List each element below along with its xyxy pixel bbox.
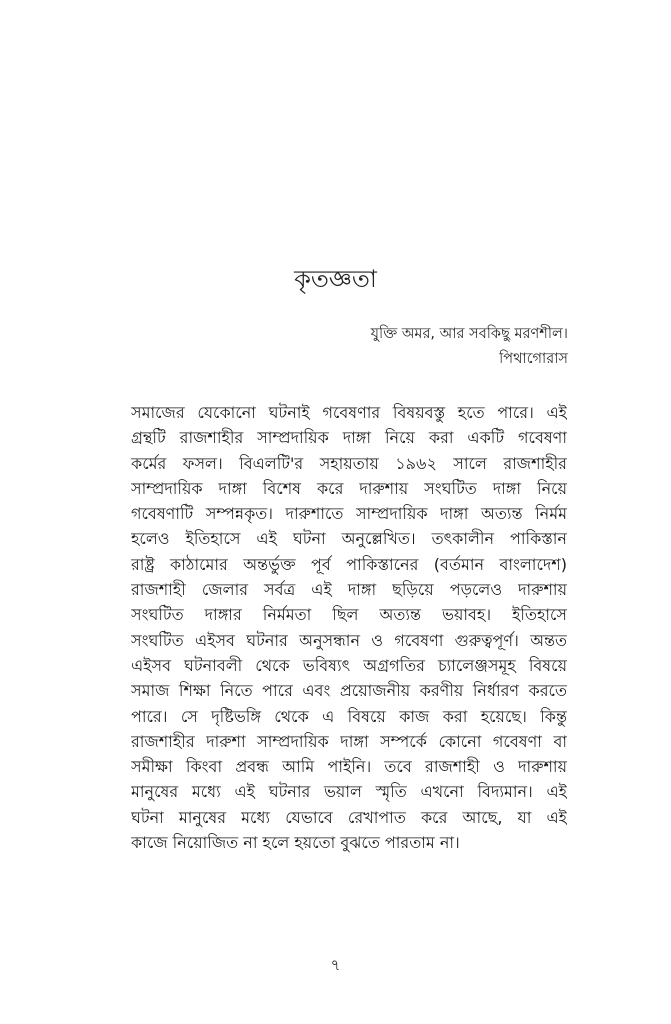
page-number: ৭ [330, 956, 341, 974]
epigraph-quote: যুক্তি অমর, আর সবকিছু মরণশীল। [370, 326, 568, 342]
body-paragraph [131, 400, 567, 855]
body-line: কাজে নিয়োজিত না হলে হয়তো বুঝতে পারতাম না। [131, 833, 460, 853]
body-line: গবেষণাটি সম্পন্নকৃত। দারুশাতে সাম্প্রদায়িক দাঙ্গা অত্যন্ত নির্মম [131, 504, 567, 524]
epigraph-author: পিথাগোরাস [499, 351, 568, 367]
body-line: গ্রন্থটি রাজশাহীর সাম্প্রদায়িক দাঙ্গা নিয়ে করা একটি গবেষণা [131, 428, 567, 448]
body-line: সাম্প্রদায়িক দাঙ্গা বিশেষ করে দারুশায় সংঘটিত দাঙ্গা নিয়ে [131, 478, 567, 498]
body-line: রাজশাহীর দারুশা সাম্প্রদায়িক দাঙ্গা সম্পর্কে কোনো গবেষণা বা [131, 731, 567, 751]
body-line: হলেও ইতিহাসে এই ঘটনা অনুল্লেখিত। তৎকালীন পাকিস্তান [131, 529, 567, 549]
body-line: পারে। সে দৃষ্টিভঙ্গি থেকে এ বিষয়ে কাজ করা হয়েছে। কিন্তু [131, 706, 567, 726]
body-line: ঘটনা মানুষের মধ্যে যেভাবে রেখাপাত করে আছে, যা এই [131, 807, 567, 827]
body-line: সমাজের যেকোনো ঘটনাই গবেষণার বিষয়বস্তু হতে পারে। এই [131, 403, 567, 422]
body-line: রাষ্ট্র কাঠামোর অন্তর্ভুক্ত পূর্ব পাকিস্তানের (বর্তমান বাংলাদেশ) [131, 554, 567, 574]
body-line: মানুষের মধ্যে এই ঘটনার ভয়াল স্মৃতি এখনো বিদ্যমান। এই [131, 782, 567, 802]
epigraph [371, 322, 568, 372]
body-line: সংঘটিত দাঙ্গার নির্মমতা ছিল অত্যন্ত ভয়াবহ। ইতিহাসে [131, 605, 567, 625]
body-line: কর্মের ফসল। বিএলটি'র সহায়তায় ১৯৬২ সালে রাজশাহীর [131, 453, 567, 473]
body-line: সমীক্ষা কিংবা প্রবন্ধ আমি পাইনি। তবে রাজশাহী ও দারুশায় [131, 757, 567, 777]
body-line: সংঘটিত এইসব ঘটনার অনুসন্ধান ও গবেষণা গুরুত্বপূর্ণ। অন্তত [131, 630, 567, 650]
body-line: রাজশাহী জেলার সর্বত্র এই দাঙ্গা ছড়িয়ে পড়লেও দারুশায় [131, 580, 567, 600]
body-line: এইসব ঘটনাবলী থেকে ভবিষ্যৎ অগ্রগতির চ্যালেঞ্জসমূহ বিষয়ে [131, 655, 567, 675]
body-line: সমাজ শিক্ষা নিতে পারে এবং প্রয়োজনীয় করণীয় নির্ধারণ করতে [131, 681, 567, 701]
page-title: কৃতজ্ঞতা [294, 265, 377, 293]
